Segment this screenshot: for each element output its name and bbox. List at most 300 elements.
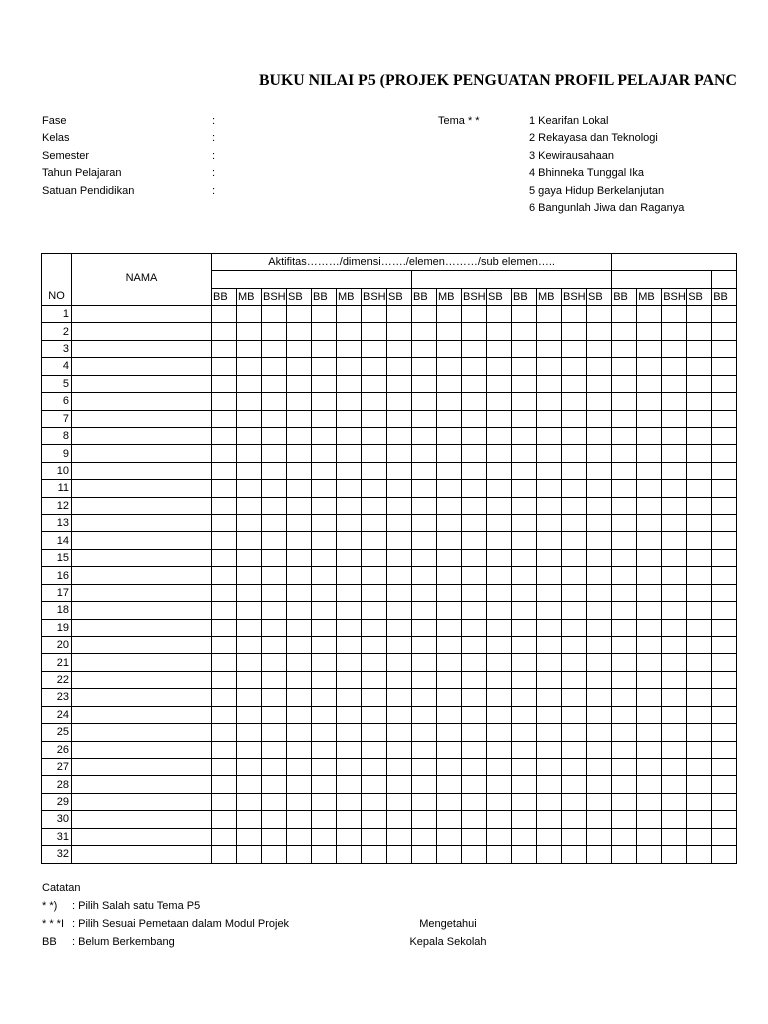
- score-cell: [587, 549, 612, 566]
- score-cell: [212, 340, 237, 357]
- score-cell: [262, 393, 287, 410]
- score-cell: [587, 654, 612, 671]
- score-cell: [487, 549, 512, 566]
- score-cell: [312, 811, 337, 828]
- score-cell: [537, 358, 562, 375]
- score-cell: [262, 532, 287, 549]
- score-cell: [262, 706, 287, 723]
- score-cell: [512, 793, 537, 810]
- identity-row-fase: [42, 113, 242, 130]
- score-cell: [237, 776, 262, 793]
- score-cell: [287, 741, 312, 758]
- score-cell: [512, 811, 537, 828]
- score-cell: [562, 480, 587, 497]
- score-cell: [337, 375, 362, 392]
- score-cell: [662, 654, 687, 671]
- score-cell: [637, 480, 662, 497]
- score-cell: [212, 619, 237, 636]
- score-cell: [487, 793, 512, 810]
- score-cell: [337, 758, 362, 775]
- score-cell: [262, 567, 287, 584]
- score-cell: [712, 532, 737, 549]
- score-cell: [537, 306, 562, 323]
- score-cell: [437, 375, 462, 392]
- score-cell: [487, 776, 512, 793]
- identity-row-kelas: [42, 130, 242, 147]
- score-cell: [687, 689, 712, 706]
- score-cell: [487, 323, 512, 340]
- score-cell: [537, 410, 562, 427]
- score-cell: [662, 602, 687, 619]
- score-cell: [512, 375, 537, 392]
- score-cell: [387, 340, 412, 357]
- score-cell: [537, 549, 562, 566]
- tahun-pelajaran-label: Tahun Pelajaran: [42, 167, 122, 180]
- score-cell: [662, 846, 687, 863]
- score-cell: [412, 549, 437, 566]
- score-cell: [362, 758, 387, 775]
- note-text: : Pilih Sesuai Pemetaan dalam Modul Projek: [72, 918, 290, 930]
- score-cell: [337, 567, 362, 584]
- score-cell: [662, 758, 687, 775]
- score-cell: [387, 602, 412, 619]
- student-name-cell: [72, 637, 212, 654]
- score-cell: [712, 689, 737, 706]
- score-cell: [237, 306, 262, 323]
- student-name-cell: [72, 758, 212, 775]
- score-cell: [237, 480, 262, 497]
- score-cell: [687, 793, 712, 810]
- score-cell: [362, 393, 387, 410]
- rubric-header-mb: MB: [437, 289, 462, 306]
- theme-option-4: 4 Bhinneka Tunggal Ika: [529, 167, 644, 180]
- student-name-cell: [72, 306, 212, 323]
- satuan-pendidikan-colon: :: [212, 184, 216, 197]
- score-cell: [462, 671, 487, 688]
- score-cell: [412, 584, 437, 601]
- rubric-header-mb: MB: [637, 289, 662, 306]
- score-cell: [562, 706, 587, 723]
- score-cell: [637, 306, 662, 323]
- score-cell: [537, 427, 562, 444]
- score-cell: [637, 340, 662, 357]
- student-name-cell: [72, 497, 212, 514]
- score-cell: [287, 462, 312, 479]
- score-cell: [562, 306, 587, 323]
- fase-colon: :: [212, 115, 216, 127]
- score-cell: [412, 637, 437, 654]
- score-cell: [387, 549, 412, 566]
- score-cell: [462, 480, 487, 497]
- score-cell: [637, 828, 662, 845]
- row-number-cell: 9: [42, 445, 72, 462]
- score-cell: [512, 358, 537, 375]
- score-cell: [612, 637, 637, 654]
- score-cell: [412, 689, 437, 706]
- score-cell: [287, 497, 312, 514]
- row-number-cell: 1: [42, 306, 72, 323]
- score-cell: [637, 758, 662, 775]
- score-cell: [362, 776, 387, 793]
- score-cell: [362, 811, 387, 828]
- rubric-header-bsh: BSH: [662, 289, 687, 306]
- score-cell: [462, 846, 487, 863]
- score-cell: [712, 793, 737, 810]
- score-cell: [212, 724, 237, 741]
- score-cell: [637, 567, 662, 584]
- score-cell: [612, 724, 637, 741]
- score-cell: [537, 689, 562, 706]
- score-cell: [387, 671, 412, 688]
- score-cell: [362, 462, 387, 479]
- score-cell: [637, 358, 662, 375]
- score-cell: [262, 724, 287, 741]
- score-cell: [637, 776, 662, 793]
- score-cell: [237, 637, 262, 654]
- student-name-cell: [72, 340, 212, 357]
- score-table: [41, 253, 737, 864]
- score-cell: [612, 497, 637, 514]
- score-cell: [337, 445, 362, 462]
- score-cell: [262, 480, 287, 497]
- score-cell: [462, 811, 487, 828]
- score-cell: [587, 462, 612, 479]
- score-cell: [387, 567, 412, 584]
- score-cell: [487, 584, 512, 601]
- score-cell: [687, 375, 712, 392]
- table-row: [42, 724, 737, 741]
- score-cell: [212, 602, 237, 619]
- score-cell: [362, 828, 387, 845]
- score-cell: [212, 410, 237, 427]
- score-cell: [387, 758, 412, 775]
- score-cell: [587, 758, 612, 775]
- dimension-header-blank: [412, 271, 612, 289]
- row-number-cell: 8: [42, 427, 72, 444]
- row-number-cell: 20: [42, 637, 72, 654]
- table-row: [42, 619, 737, 636]
- score-cell: [712, 776, 737, 793]
- row-number-cell: 26: [42, 741, 72, 758]
- note-theme: [42, 897, 289, 915]
- score-cell: [412, 654, 437, 671]
- score-cell: [537, 393, 562, 410]
- rubric-header-mb: MB: [537, 289, 562, 306]
- kelas-colon: :: [212, 132, 216, 145]
- score-cell: [262, 671, 287, 688]
- score-cell: [562, 776, 587, 793]
- score-cell: [312, 619, 337, 636]
- score-cell: [487, 567, 512, 584]
- score-cell: [437, 497, 462, 514]
- score-cell: [437, 654, 462, 671]
- row-number-cell: 17: [42, 584, 72, 601]
- score-cell: [237, 793, 262, 810]
- score-cell: [337, 410, 362, 427]
- score-cell: [537, 776, 562, 793]
- score-cell: [537, 602, 562, 619]
- score-cell: [412, 846, 437, 863]
- score-cell: [337, 724, 362, 741]
- score-cell: [287, 758, 312, 775]
- rubric-header-bb: BB: [212, 289, 237, 306]
- score-cell: [587, 846, 612, 863]
- score-cell: [237, 445, 262, 462]
- score-cell: [412, 758, 437, 775]
- score-cell: [512, 445, 537, 462]
- score-cell: [237, 724, 262, 741]
- score-cell: [637, 549, 662, 566]
- score-cell: [562, 654, 587, 671]
- score-cell: [687, 532, 712, 549]
- score-cell: [512, 567, 537, 584]
- score-cell: [287, 689, 312, 706]
- score-cell: [262, 497, 287, 514]
- score-cell: [387, 323, 412, 340]
- score-cell: [462, 619, 487, 636]
- score-cell: [237, 532, 262, 549]
- score-cell: [387, 480, 412, 497]
- score-cell: [612, 793, 637, 810]
- score-cell: [237, 741, 262, 758]
- score-cell: [437, 567, 462, 584]
- signature-block: [388, 915, 508, 951]
- score-cell: [637, 706, 662, 723]
- score-cell: [387, 410, 412, 427]
- score-cell: [587, 671, 612, 688]
- student-name-cell: [72, 706, 212, 723]
- score-cell: [612, 445, 637, 462]
- score-cell: [637, 637, 662, 654]
- score-cell: [462, 532, 487, 549]
- score-cell: [612, 567, 637, 584]
- signature-acknowledged: Mengetahui: [419, 918, 477, 930]
- score-cell: [262, 637, 287, 654]
- score-cell: [387, 584, 412, 601]
- score-cell: [237, 671, 262, 688]
- score-cell: [362, 497, 387, 514]
- note-text: : Pilih Salah satu Tema P5: [72, 900, 201, 912]
- rubric-header-bb: BB: [712, 289, 737, 306]
- score-cell: [487, 410, 512, 427]
- score-cell: [662, 793, 687, 810]
- score-cell: [712, 358, 737, 375]
- score-cell: [387, 741, 412, 758]
- score-cell: [212, 671, 237, 688]
- score-cell: [662, 811, 687, 828]
- score-cell: [337, 637, 362, 654]
- score-cell: [712, 549, 737, 566]
- row-number-cell: 18: [42, 602, 72, 619]
- score-cell: [212, 306, 237, 323]
- score-cell: [587, 410, 612, 427]
- row-number-cell: 32: [42, 846, 72, 863]
- score-cell: [687, 706, 712, 723]
- rubric-header-bb: BB: [312, 289, 337, 306]
- score-cell: [487, 637, 512, 654]
- rubric-header-bb: BB: [412, 289, 437, 306]
- score-cell: [612, 619, 637, 636]
- score-cell: [662, 741, 687, 758]
- score-cell: [212, 567, 237, 584]
- score-cell: [262, 741, 287, 758]
- note-marker: * *): [42, 900, 58, 912]
- table-row: [42, 532, 737, 549]
- score-cell: [362, 689, 387, 706]
- student-name-cell: [72, 480, 212, 497]
- score-cell: [612, 846, 637, 863]
- score-cell: [512, 671, 537, 688]
- score-cell: [212, 758, 237, 775]
- score-cell: [637, 445, 662, 462]
- score-cell: [437, 532, 462, 549]
- signature-role: Kepala Sekolah: [409, 936, 487, 948]
- score-cell: [287, 671, 312, 688]
- score-cell: [412, 602, 437, 619]
- score-cell: [387, 393, 412, 410]
- score-cell: [487, 828, 512, 845]
- student-name-cell: [72, 602, 212, 619]
- theme-option-6: 6 Bangunlah Jiwa dan Raganya: [529, 201, 685, 214]
- score-cell: [612, 671, 637, 688]
- score-cell: [237, 584, 262, 601]
- score-cell: [387, 793, 412, 810]
- score-cell: [712, 706, 737, 723]
- score-cell: [387, 811, 412, 828]
- score-cell: [262, 306, 287, 323]
- row-number-cell: 24: [42, 706, 72, 723]
- score-cell: [437, 393, 462, 410]
- score-cell: [387, 619, 412, 636]
- score-cell: [262, 689, 287, 706]
- score-cell: [212, 776, 237, 793]
- score-cell: [462, 393, 487, 410]
- student-name-cell: [72, 567, 212, 584]
- score-cell: [512, 340, 537, 357]
- score-cell: [337, 619, 362, 636]
- score-cell: [287, 846, 312, 863]
- score-cell: [287, 358, 312, 375]
- score-cell: [612, 758, 637, 775]
- score-cell: [712, 758, 737, 775]
- theme-option-5: 5 gaya Hidup Berkelanjutan: [529, 184, 665, 197]
- score-cell: [487, 532, 512, 549]
- score-cell: [662, 828, 687, 845]
- score-cell: [712, 375, 737, 392]
- score-cell: [262, 375, 287, 392]
- score-cell: [662, 637, 687, 654]
- score-cell: [337, 462, 362, 479]
- score-cell: [262, 619, 287, 636]
- score-cell: [462, 741, 487, 758]
- student-name-cell: [72, 358, 212, 375]
- score-cell: [337, 393, 362, 410]
- score-cell: [487, 462, 512, 479]
- score-cell: [537, 793, 562, 810]
- score-cell: [262, 654, 287, 671]
- score-cell: [462, 706, 487, 723]
- score-cell: [387, 445, 412, 462]
- score-cell: [512, 532, 537, 549]
- score-cell: [337, 689, 362, 706]
- score-cell: [337, 741, 362, 758]
- score-cell: [437, 602, 462, 619]
- score-cell: [562, 637, 587, 654]
- score-cell: [237, 323, 262, 340]
- score-cell: [312, 427, 337, 444]
- score-cell: [612, 689, 637, 706]
- score-cell: [562, 671, 587, 688]
- table-row: [42, 323, 737, 340]
- score-cell: [387, 828, 412, 845]
- score-cell: [437, 515, 462, 532]
- table-row: [42, 515, 737, 532]
- score-cell: [662, 532, 687, 549]
- score-cell: [437, 689, 462, 706]
- score-cell: [462, 445, 487, 462]
- row-number-cell: 5: [42, 375, 72, 392]
- score-cell: [562, 445, 587, 462]
- score-cell: [512, 306, 537, 323]
- score-cell: [362, 654, 387, 671]
- rubric-header-bsh: BSH: [562, 289, 587, 306]
- score-cell: [612, 532, 637, 549]
- score-cell: [387, 532, 412, 549]
- score-cell: [337, 532, 362, 549]
- score-cell: [487, 480, 512, 497]
- score-cell: [462, 602, 487, 619]
- score-cell: [662, 375, 687, 392]
- score-cell: [687, 358, 712, 375]
- rubric-header-sb: SB: [687, 289, 712, 306]
- score-cell: [712, 340, 737, 357]
- rubric-header-bsh: BSH: [262, 289, 287, 306]
- document-title-container: [259, 72, 738, 92]
- score-cell: [412, 515, 437, 532]
- table-row: [42, 340, 737, 357]
- score-cell: [537, 567, 562, 584]
- score-cell: [637, 724, 662, 741]
- score-cell: [337, 654, 362, 671]
- score-cell: [637, 846, 662, 863]
- score-cell: [637, 602, 662, 619]
- score-cell: [337, 602, 362, 619]
- score-cell: [587, 532, 612, 549]
- score-cell: [362, 637, 387, 654]
- score-cell: [462, 724, 487, 741]
- score-cell: [212, 497, 237, 514]
- score-cell: [562, 567, 587, 584]
- no-header: NO: [42, 254, 72, 306]
- rubric-header-mb: MB: [237, 289, 262, 306]
- score-cell: [562, 741, 587, 758]
- score-cell: [562, 846, 587, 863]
- score-cell: [587, 358, 612, 375]
- score-cell: [637, 811, 662, 828]
- score-cell: [712, 846, 737, 863]
- student-name-cell: [72, 375, 212, 392]
- score-cell: [312, 776, 337, 793]
- score-cell: [637, 515, 662, 532]
- score-cell: [512, 323, 537, 340]
- score-cell: [512, 480, 537, 497]
- score-cell: [687, 724, 712, 741]
- score-cell: [237, 375, 262, 392]
- score-cell: [562, 828, 587, 845]
- score-cell: [237, 427, 262, 444]
- score-cell: [212, 445, 237, 462]
- score-cell: [287, 706, 312, 723]
